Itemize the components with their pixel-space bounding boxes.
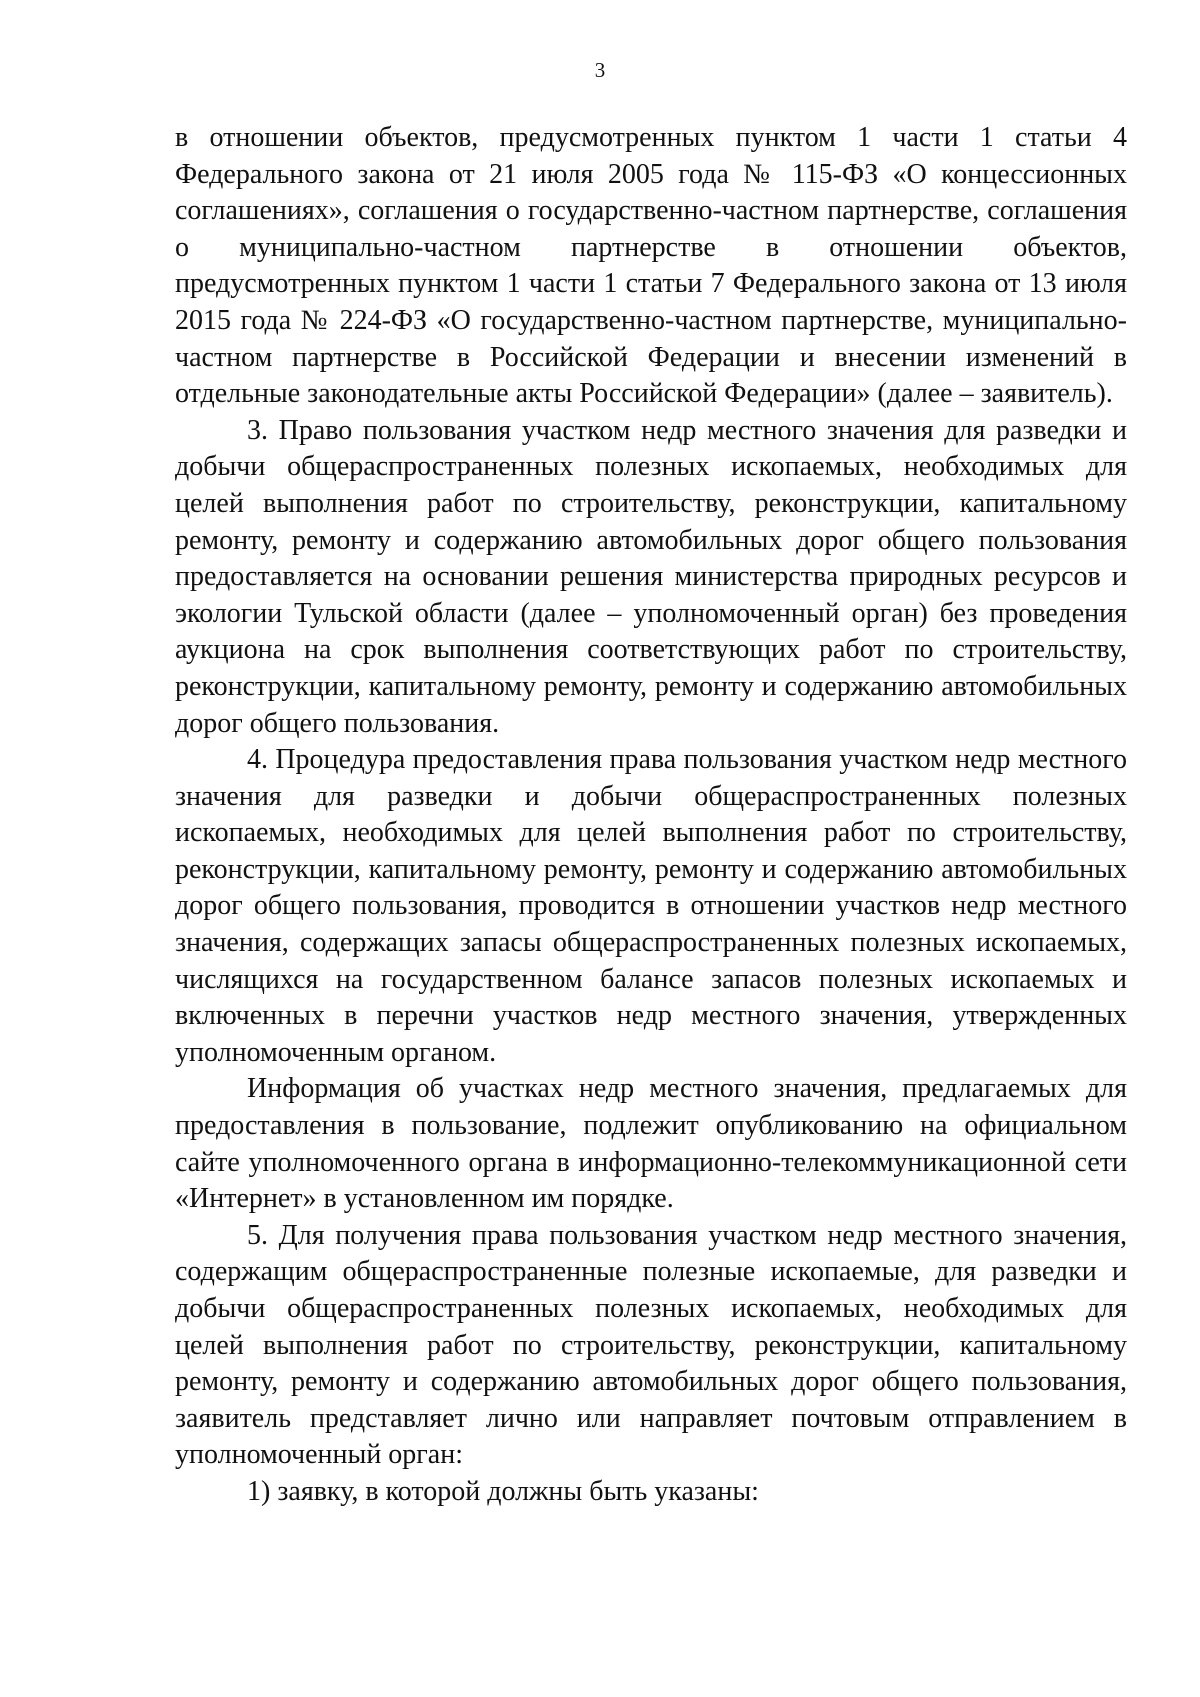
paragraph-continuation: в отношении объектов, предусмотренных пунктом 1 части 1 статьи 4 Федерального закона от 21 июля 2005 года № 115-ФЗ «О концессионных соглашениях», соглашения о государственно-частном партнерстве, соглашения о муниципально-частном партнерстве в отношении объектов, предусмотренных пунктом 1 части 1 статьи 7 Федерального закона от 13 июля 2015 года № 224-ФЗ «О государственно-частном партнерстве, муниципально-частном партнерстве в Российской Федерации и внесении изменений в отдельные законодательные акты Российской Федерации» (далее – заявитель). <box>175 122 1127 410</box>
paragraph-item-3: 3. Право пользования участком недр местного значения для разведки и добычи общераспространенных полезных ископаемых, необходимых для целей выполнения работ по строительству, реконструкции, капитальному ремонту, ремонту и содержанию автомобильных дорог общего пользования предоставляется на основании решения министерства природных ресурсов и экологии Тульской области (далее – уполномоченный орган) без проведения аукциона на срок выполнения соответствующих работ по строительству, реконструкции, капитальному ремонту, ремонту и содержанию автомобильных дорог общего пользования. <box>175 414 1127 739</box>
page-number: 3 <box>594 58 606 82</box>
paragraph-subitem-1: 1) заявку, в которой должны быть указаны: <box>247 1475 759 1507</box>
paragraph-information: Информация об участках недр местного значения, предлагаемых для предоставления в пользование, подлежит опубликованию на официальном сайте уполномоченного органа в информационно-телекоммуникационной сети «Интернет» в установленном им порядке. <box>175 1073 1127 1215</box>
paragraph-item-4: 4. Процедура предоставления права пользования участком недр местного значения для разведки и добычи общераспространенных полезных ископаемых, необходимых для целей выполнения работ по строительству, реконструкции, капитальному ремонту, ремонту и содержанию автомобильных дорог общего пользования, проводится в отношении участков недр местного значения, содержащих запасы общераспространенных полезных ископаемых, числящихся на государственном балансе запасов полезных ископаемых и включенных в перечни участков недр местного значения, утвержденных уполномоченным органом. <box>175 744 1127 1068</box>
paragraph-item-5: 5. Для получения права пользования участком недр местного значения, содержащим общераспространенные полезные ископаемые, для разведки и добычи общераспространенных полезных ископаемых, необходимых для целей выполнения работ по строительству, реконструкции, капитальному ремонту, ремонту и содержанию автомобильных дорог общего пользования, заявитель представляет лично или направляет почтовым отправлением в уполномоченный орган: <box>175 1219 1127 1471</box>
document-body <box>175 120 1127 1511</box>
